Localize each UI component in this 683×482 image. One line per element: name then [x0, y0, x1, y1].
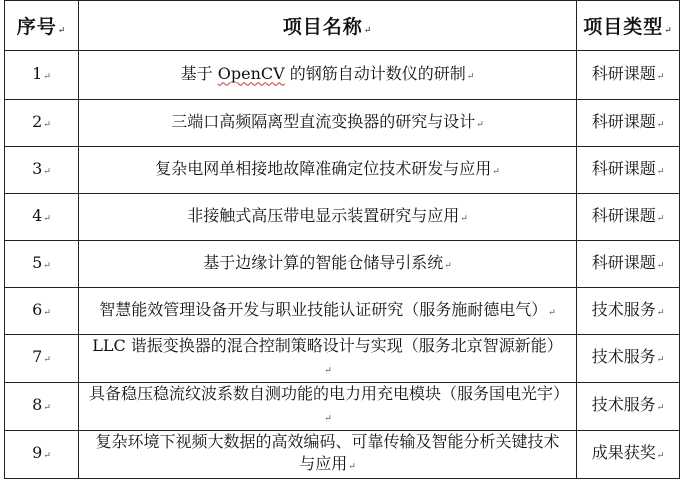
spellcheck-word: OpenCV: [217, 63, 285, 83]
project-table: [4, 0, 680, 479]
name-cell: LLC 谐振变换器的混合控制策略设计与实现（服务北京智源新能）↵: [79, 335, 577, 383]
seq-cell: 5↵: [5, 241, 79, 288]
header-name: 项目名称↵: [79, 1, 577, 51]
type-cell: 技术服务↵: [577, 383, 680, 431]
table-header-row: [5, 1, 680, 51]
seq-cell: 9↵: [5, 431, 79, 479]
name-cell: 三端口高频隔离型直流变换器的研究与设计↵: [79, 100, 577, 147]
seq-cell: 1↵: [5, 51, 79, 100]
seq-cell: 7↵: [5, 335, 79, 383]
table-row: [5, 147, 680, 194]
table-row: [5, 194, 680, 241]
table-row: [5, 288, 680, 335]
type-cell: 科研课题↵: [577, 100, 680, 147]
type-cell: 科研课题↵: [577, 241, 680, 288]
table-row: [5, 51, 680, 100]
seq-cell: 8↵: [5, 383, 79, 431]
type-cell: 科研课题↵: [577, 147, 680, 194]
name-cell: 复杂环境下视频大数据的高效编码、可靠传输及智能分析关键技术与应用↵: [79, 431, 577, 479]
seq-cell: 6↵: [5, 288, 79, 335]
type-cell: 成果获奖↵: [577, 431, 680, 479]
name-cell: 复杂电网单相接地故障准确定位技术研发与应用↵: [79, 147, 577, 194]
name-cell: 具备稳压稳流纹波系数自测功能的电力用充电模块（服务国电光宇）↵: [79, 383, 577, 431]
seq-cell: 2↵: [5, 100, 79, 147]
name-cell: 基于边缘计算的智能仓储导引系统↵: [79, 241, 577, 288]
header-seq: 序号↵: [5, 1, 79, 51]
seq-cell: 3↵: [5, 147, 79, 194]
table-row: [5, 431, 680, 479]
table-row: [5, 383, 680, 431]
name-cell: 基于 OpenCV 的钢筋自动计数仪的研制↵: [79, 51, 577, 100]
table-row: [5, 100, 680, 147]
table-row: [5, 335, 680, 383]
table-row: [5, 241, 680, 288]
type-cell: 技术服务↵: [577, 335, 680, 383]
name-cell: 智慧能效管理设备开发与职业技能认证研究（服务施耐德电气）↵: [79, 288, 577, 335]
header-type: 项目类型↵: [577, 1, 680, 51]
type-cell: 科研课题↵: [577, 194, 680, 241]
type-cell: 技术服务↵: [577, 288, 680, 335]
seq-cell: 4↵: [5, 194, 79, 241]
type-cell: 科研课题↵: [577, 51, 680, 100]
name-cell: 非接触式高压带电显示装置研究与应用↵: [79, 194, 577, 241]
